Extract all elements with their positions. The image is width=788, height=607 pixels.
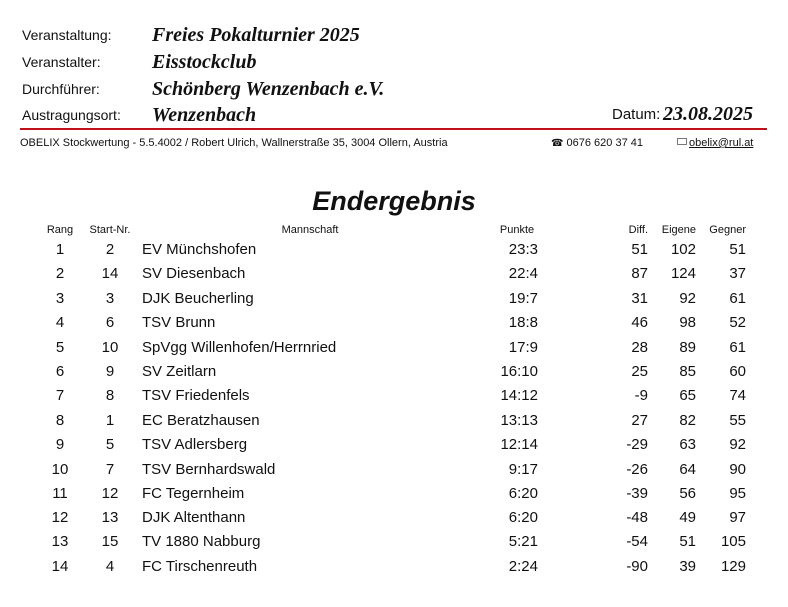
- team-cell: TV 1880 Nabburg: [142, 533, 261, 550]
- table-row: [0, 265, 788, 289]
- table-row: [0, 436, 788, 460]
- gegner-cell: 60: [729, 363, 746, 380]
- table-row: [0, 533, 788, 557]
- team-cell: TSV Bernhardswald: [142, 461, 276, 478]
- rang-cell: 1: [55, 241, 65, 258]
- start-cell: 7: [105, 461, 115, 478]
- table-row: [0, 558, 788, 582]
- executor-name: Schönberg Wenzenbach e.V.: [152, 78, 385, 100]
- eigene-cell: 89: [679, 339, 696, 356]
- team-cell: SV Diesenbach: [142, 265, 246, 282]
- start-cell: 12: [101, 485, 119, 502]
- table-row: [0, 314, 788, 338]
- team-cell: DJK Beucherling: [142, 290, 254, 307]
- gegner-cell: 37: [729, 265, 746, 282]
- rang-cell: 5: [55, 339, 65, 356]
- eigene-cell: 39: [679, 558, 696, 575]
- envelope-icon: [677, 138, 687, 145]
- date-label: Datum:: [612, 106, 661, 123]
- phone-number: 0676 620 37 41: [566, 137, 643, 149]
- gegner-cell: 51: [729, 241, 746, 258]
- eigene-cell: 98: [679, 314, 696, 331]
- punkte-cell: 22:4: [508, 265, 538, 282]
- rang-cell: 14: [51, 558, 69, 575]
- table-row: [0, 461, 788, 485]
- software-info: OBELIX Stockwertung - 5.5.4002 / Robert Ulrich, Wallnerstraße 35, 3004 Ollern, Austria: [20, 137, 448, 149]
- gegner-cell: 95: [729, 485, 746, 502]
- eigene-cell: 56: [679, 485, 696, 502]
- diff-cell: 31: [631, 290, 648, 307]
- punkte-cell: 14:12: [500, 387, 538, 404]
- column-header-rang: Rang: [46, 224, 74, 236]
- column-header-diff: Diff.: [628, 224, 648, 236]
- start-cell: 9: [105, 363, 115, 380]
- team-cell: FC Tirschenreuth: [142, 558, 258, 575]
- table-row: [0, 241, 788, 265]
- eigene-cell: 102: [670, 241, 696, 258]
- start-cell: 5: [105, 436, 115, 453]
- diff-cell: -26: [626, 461, 648, 478]
- diff-cell: -90: [626, 558, 648, 575]
- diff-cell: 87: [631, 265, 648, 282]
- punkte-cell: 18:8: [508, 314, 538, 331]
- start-cell: 13: [101, 509, 119, 526]
- start-cell: 14: [101, 265, 119, 282]
- diff-cell: -29: [626, 436, 648, 453]
- team-cell: SV Zeitlarn: [142, 363, 217, 380]
- date-value: 23.08.2025: [663, 103, 753, 125]
- punkte-cell: 16:10: [500, 363, 538, 380]
- start-cell: 8: [105, 387, 115, 404]
- eigene-cell: 65: [679, 387, 696, 404]
- punkte-cell: 6:20: [508, 509, 538, 526]
- event-label: Veranstaltung:: [22, 27, 112, 43]
- diff-cell: 27: [631, 412, 648, 429]
- start-cell: 10: [101, 339, 119, 356]
- table-row: [0, 485, 788, 509]
- phone-icon: ☎: [551, 138, 564, 149]
- table-row: [0, 509, 788, 533]
- phone-info: [551, 137, 643, 149]
- punkte-cell: 12:14: [500, 436, 538, 453]
- rang-cell: 7: [55, 387, 65, 404]
- column-header-eigene: Eigene: [661, 224, 696, 236]
- header-divider: [20, 128, 767, 130]
- start-cell: 2: [105, 241, 115, 258]
- gegner-cell: 97: [729, 509, 746, 526]
- diff-cell: -48: [626, 509, 648, 526]
- rang-cell: 9: [55, 436, 65, 453]
- gegner-cell: 90: [729, 461, 746, 478]
- rang-cell: 8: [55, 412, 65, 429]
- team-cell: TSV Friedenfels: [142, 387, 250, 404]
- start-cell: 15: [101, 533, 119, 550]
- start-cell: 4: [105, 558, 115, 575]
- column-header-team: Mannschaft: [281, 224, 339, 236]
- start-cell: 1: [105, 412, 115, 429]
- rang-cell: 11: [52, 485, 68, 502]
- rang-cell: 6: [55, 363, 65, 380]
- executor-label: Durchführer:: [22, 81, 100, 97]
- eigene-cell: 49: [679, 509, 696, 526]
- diff-cell: -39: [626, 485, 648, 502]
- eigene-cell: 63: [679, 436, 696, 453]
- diff-cell: -9: [634, 387, 648, 404]
- eigene-cell: 124: [670, 265, 696, 282]
- rang-cell: 13: [51, 533, 69, 550]
- eigene-cell: 92: [679, 290, 696, 307]
- table-row: [0, 363, 788, 387]
- page-title: Endergebnis: [312, 186, 476, 216]
- punkte-cell: 23:3: [508, 241, 538, 258]
- punkte-cell: 9:17: [508, 461, 538, 478]
- team-cell: TSV Brunn: [142, 314, 216, 331]
- column-header-punkte: Punkte: [499, 224, 535, 236]
- rang-cell: 4: [55, 314, 65, 331]
- rang-cell: 10: [51, 461, 69, 478]
- team-cell: EC Beratzhausen: [142, 412, 260, 429]
- team-cell: FC Tegernheim: [142, 485, 245, 502]
- team-cell: DJK Altenthann: [142, 509, 246, 526]
- gegner-cell: 105: [720, 533, 746, 550]
- eigene-cell: 64: [679, 461, 696, 478]
- punkte-cell: 19:7: [508, 290, 538, 307]
- start-cell: 3: [105, 290, 115, 307]
- punkte-cell: 13:13: [500, 412, 538, 429]
- venue-label: Austragungsort:: [22, 107, 121, 123]
- eigene-cell: 85: [679, 363, 696, 380]
- diff-cell: 28: [631, 339, 648, 356]
- gegner-cell: 74: [729, 387, 746, 404]
- gegner-cell: 129: [720, 558, 746, 575]
- column-header-start: Start-Nr.: [89, 224, 131, 236]
- punkte-cell: 6:20: [508, 485, 538, 502]
- team-cell: TSV Adlersberg: [142, 436, 248, 453]
- gegner-cell: 92: [729, 436, 746, 453]
- punkte-cell: 5:21: [508, 533, 538, 550]
- start-cell: 6: [105, 314, 115, 331]
- eigene-cell: 82: [679, 412, 696, 429]
- gegner-cell: 61: [729, 290, 746, 307]
- gegner-cell: 52: [729, 314, 746, 331]
- column-header-gegner: Gegner: [709, 224, 746, 236]
- table-row: [0, 290, 788, 314]
- rang-cell: 2: [55, 265, 65, 282]
- email-link[interactable]: obelix@rul.at: [689, 137, 754, 149]
- table-row: [0, 387, 788, 411]
- team-cell: SpVgg Willenhofen/Herrnried: [142, 339, 337, 356]
- organizer-label: Veranstalter:: [22, 54, 101, 70]
- rang-cell: 12: [51, 509, 69, 526]
- gegner-cell: 61: [729, 339, 746, 356]
- table-row: [0, 412, 788, 436]
- diff-cell: 25: [631, 363, 648, 380]
- eigene-cell: 51: [679, 533, 696, 550]
- rang-cell: 3: [55, 290, 65, 307]
- organizer-name: Eisstockclub: [152, 51, 257, 73]
- punkte-cell: 17:9: [508, 339, 538, 356]
- gegner-cell: 55: [729, 412, 746, 429]
- team-cell: EV Münchshofen: [142, 241, 257, 258]
- table-row: [0, 339, 788, 363]
- diff-cell: 51: [631, 241, 648, 258]
- diff-cell: 46: [631, 314, 648, 331]
- event-name: Freies Pokalturnier 2025: [152, 24, 360, 46]
- punkte-cell: 2:24: [508, 558, 538, 575]
- diff-cell: -54: [626, 533, 648, 550]
- venue-name: Wenzenbach: [152, 104, 257, 126]
